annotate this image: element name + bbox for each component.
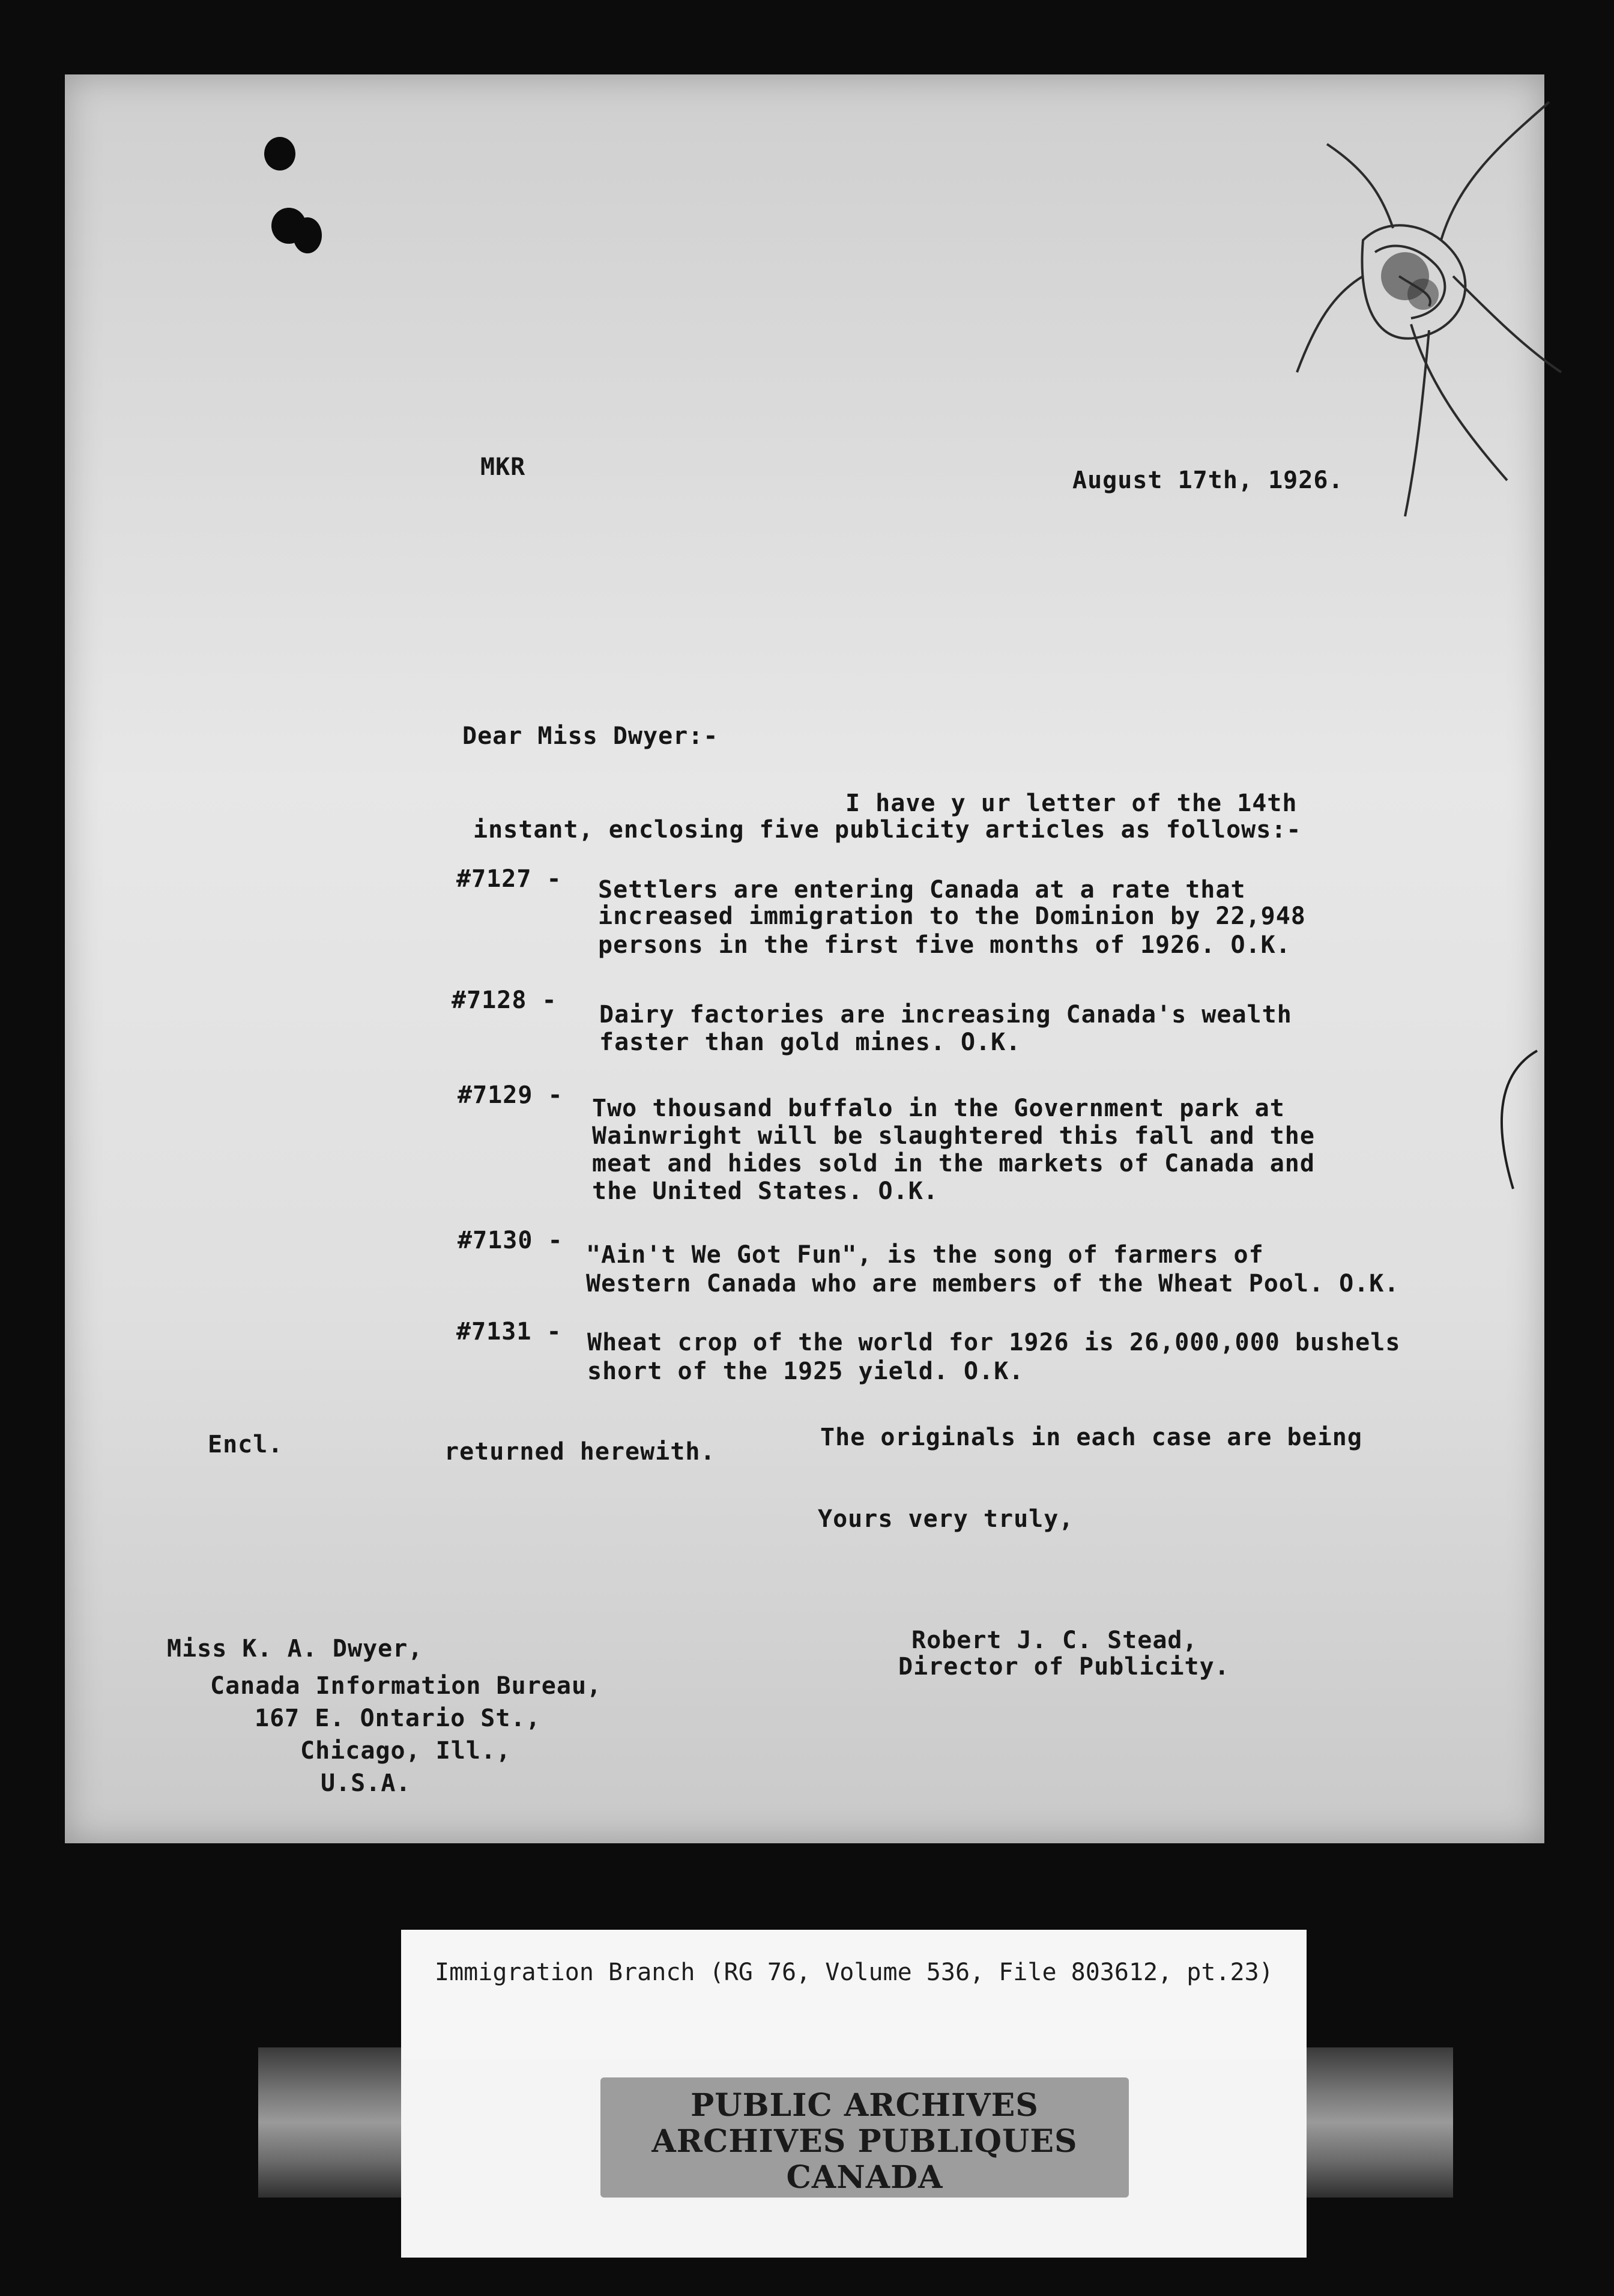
- paper-edge-mark: [1471, 1045, 1543, 1201]
- letter-date: August 17th, 1926.: [1072, 467, 1344, 494]
- salutation: Dear Miss Dwyer:-: [462, 722, 719, 750]
- item-line: increased immigration to the Dominion by 22,948: [598, 902, 1306, 930]
- complimentary-close: Yours very truly,: [818, 1505, 1074, 1533]
- punch-hole-bottom: [293, 217, 322, 253]
- reference-initials: MKR: [480, 453, 526, 481]
- item-number: #7130 -: [458, 1227, 563, 1254]
- intro-line-1: I have y ur letter of the 14th: [845, 790, 1298, 817]
- item-line: meat and hides sold in the markets of Canada and: [592, 1150, 1315, 1177]
- stamp-line-country: CANADA: [786, 2159, 943, 2196]
- intro-line-2: instant, enclosing five publicity articles as follows:-: [473, 816, 1302, 844]
- item-line: faster than gold mines. O.K.: [599, 1029, 1021, 1056]
- item-line: Dairy factories are increasing Canada's wealth: [599, 1001, 1292, 1029]
- item-number: #7127 -: [456, 865, 562, 893]
- item-number: #7131 -: [456, 1318, 562, 1346]
- addressee-line: Chicago, Ill.,: [300, 1737, 512, 1765]
- addressee-line: Canada Information Bureau,: [210, 1672, 602, 1700]
- stamp-line-french: ARCHIVES PUBLIQUES: [651, 2123, 1078, 2160]
- item-line: "Ain't We Got Fun", is the song of farmers of: [586, 1241, 1264, 1269]
- signatory-title: Director of Publicity.: [898, 1653, 1230, 1681]
- item-line: the United States. O.K.: [592, 1177, 938, 1205]
- closing-paragraph-line-1: The originals in each case are being: [820, 1424, 1362, 1451]
- paper-fiber-blemish: [1273, 96, 1585, 636]
- addressee-line: U.S.A.: [321, 1769, 411, 1797]
- item-line: short of the 1925 yield. O.K.: [587, 1358, 1024, 1385]
- signatory-name: Robert J. C. Stead,: [911, 1627, 1198, 1654]
- addressee-line: Miss K. A. Dwyer,: [167, 1635, 423, 1663]
- closing-paragraph-line-2: returned herewith.: [444, 1438, 716, 1466]
- addressee-line: 167 E. Ontario St.,: [255, 1705, 541, 1732]
- item-line: Settlers are entering Canada at a rate that: [598, 876, 1246, 904]
- archive-reference-label: [401, 1930, 1307, 2059]
- item-line: persons in the first five months of 1926. O.K.: [598, 931, 1291, 959]
- item-number: #7129 -: [458, 1081, 563, 1109]
- archive-reference-text: Immigration Branch (RG 76, Volume 536, File 803612, pt.23): [435, 1959, 1274, 1986]
- item-number: #7128 -: [452, 986, 557, 1014]
- enclosure-note: Encl.: [208, 1431, 283, 1458]
- punch-hole-top: [264, 137, 295, 171]
- item-line: Wheat crop of the world for 1926 is 26,000,000 bushels: [587, 1329, 1401, 1356]
- item-line: Wainwright will be slaughtered this fall and the: [592, 1122, 1315, 1150]
- item-line: Western Canada who are members of the Wheat Pool. O.K.: [586, 1270, 1400, 1298]
- item-line: Two thousand buffalo in the Government park at: [592, 1095, 1285, 1122]
- stamp-line-english: PUBLIC ARCHIVES: [691, 2087, 1039, 2124]
